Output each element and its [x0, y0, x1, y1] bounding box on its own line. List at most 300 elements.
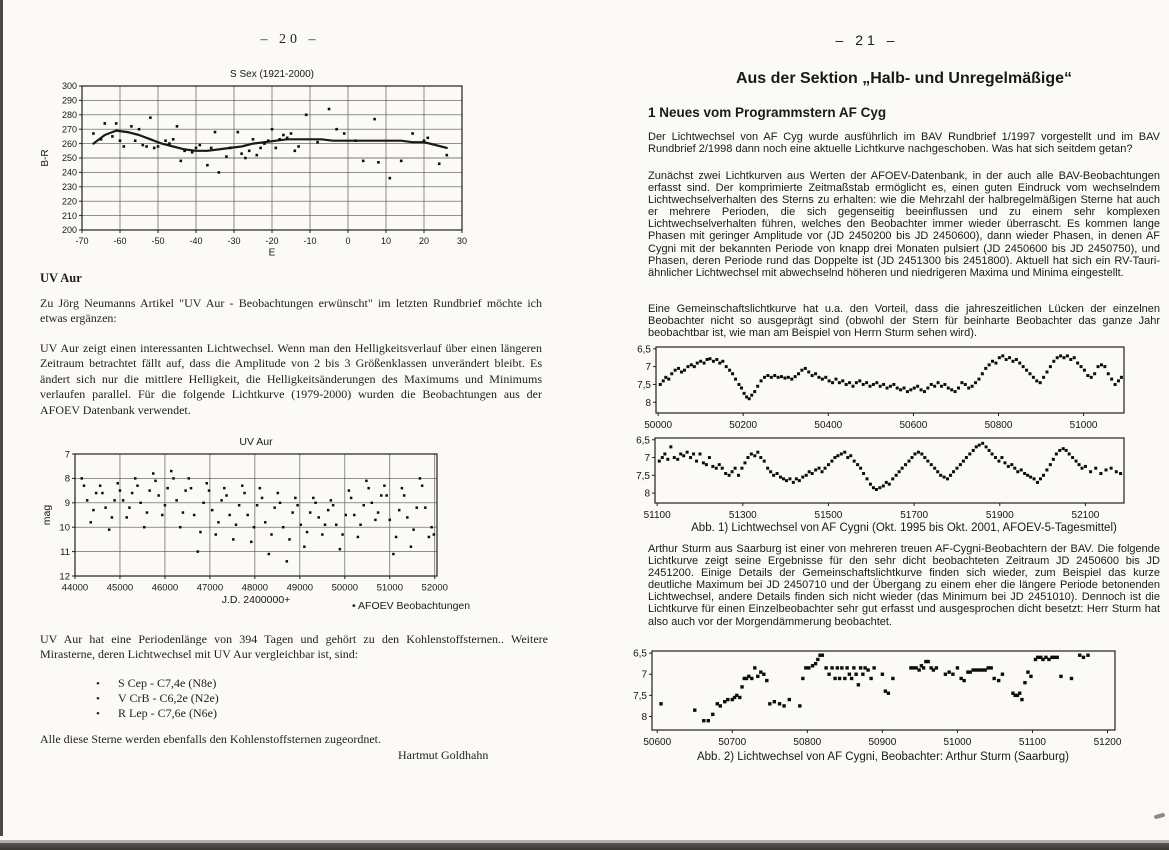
data-point: [798, 479, 801, 482]
x-tick-label: 50800: [984, 420, 1013, 431]
data-point: [947, 670, 950, 673]
y-tick-label: 280: [61, 109, 77, 120]
x-tick-label: 52000: [421, 582, 448, 594]
data-point: [848, 673, 851, 676]
data-point: [1078, 654, 1081, 657]
data-point: [916, 385, 919, 388]
data-point: [677, 367, 680, 370]
x-tick-label: 45000: [106, 582, 134, 594]
data-point: [753, 390, 756, 393]
data-point: [411, 132, 414, 135]
data-point: [430, 526, 433, 529]
data-point: [906, 390, 909, 393]
data-point: [316, 141, 319, 144]
data-point: [716, 702, 719, 705]
plot-frame: [656, 347, 1124, 413]
data-point: [977, 668, 980, 671]
data-point: [972, 449, 975, 452]
bullet-icon: •: [96, 678, 100, 690]
data-point: [840, 452, 843, 455]
list-item-label: S Cep - C7,4e (N8e): [118, 676, 217, 690]
data-point: [172, 477, 175, 480]
data-point: [824, 467, 827, 470]
plot-frame: [75, 454, 437, 576]
data-point: [1056, 656, 1059, 659]
x-tick-label: 30: [456, 236, 468, 246]
list-item: [96, 676, 396, 691]
data-point: [392, 553, 395, 556]
x-tick-label: 51100: [1018, 737, 1046, 748]
data-point: [377, 511, 380, 514]
data-point: [719, 704, 722, 707]
data-point: [882, 383, 885, 386]
data-point: [208, 489, 211, 492]
data-point: [926, 660, 929, 663]
data-point: [991, 360, 994, 363]
data-point: [416, 506, 419, 509]
data-point: [365, 480, 368, 483]
data-point: [1026, 474, 1029, 477]
data-point: [131, 492, 134, 495]
data-point: [855, 381, 858, 384]
data-point: [968, 670, 971, 673]
data-point: [843, 451, 846, 454]
scan-edge-left: [0, 0, 3, 836]
data-point: [933, 467, 936, 470]
data-point: [1039, 477, 1042, 480]
data-point: [294, 497, 297, 500]
x-tick-label: -70: [75, 236, 89, 246]
data-point: [270, 533, 273, 536]
y-tick-label: 7: [645, 362, 651, 374]
data-point: [371, 502, 374, 505]
data-point: [735, 694, 738, 697]
data-point: [228, 514, 231, 517]
data-point: [1053, 656, 1056, 659]
data-point: [268, 553, 271, 556]
data-point: [1000, 456, 1003, 459]
data-point: [884, 689, 887, 692]
data-point: [932, 668, 935, 671]
data-point: [939, 474, 942, 477]
data-point: [419, 477, 422, 480]
data-point: [383, 484, 386, 487]
data-point: [176, 125, 179, 128]
data-point: [889, 385, 892, 388]
data-point: [907, 460, 910, 463]
data-point: [872, 383, 875, 386]
data-point: [940, 385, 943, 388]
data-point: [986, 666, 989, 669]
data-point: [909, 388, 912, 391]
data-point: [148, 489, 151, 492]
data-point: [838, 381, 841, 384]
data-point: [659, 702, 662, 705]
data-point: [250, 541, 253, 544]
data-point: [321, 533, 324, 536]
data-point: [715, 467, 718, 470]
data-point: [271, 128, 274, 131]
data-point: [373, 118, 376, 121]
data-point: [1089, 470, 1092, 473]
data-point: [692, 452, 695, 455]
data-point: [745, 395, 748, 398]
data-point: [330, 499, 333, 502]
data-point: [788, 477, 791, 480]
data-point: [1110, 467, 1113, 470]
data-point: [756, 451, 759, 454]
data-point: [944, 673, 947, 676]
data-point: [858, 379, 861, 382]
data-point: [279, 502, 282, 505]
data-point: [833, 677, 836, 680]
x-tick-label: 51100: [643, 510, 671, 521]
data-point: [981, 372, 984, 375]
data-point: [794, 375, 797, 378]
data-point: [827, 463, 830, 466]
data-point: [869, 677, 872, 680]
data-point: [760, 379, 763, 382]
data-point: [1063, 356, 1066, 359]
x-tick-label: 50700: [718, 737, 747, 748]
y-tick-label: 200: [61, 225, 77, 236]
data-point: [1094, 467, 1097, 470]
data-point: [1062, 447, 1065, 450]
data-point: [256, 504, 258, 507]
x-axis-label: J.D. 2400000+: [221, 593, 291, 606]
data-point: [166, 487, 169, 490]
chart-s-sex: [38, 60, 472, 262]
data-point: [184, 489, 187, 492]
data-point: [1022, 365, 1025, 368]
x-tick-label: 49000: [286, 582, 314, 594]
star-list: [96, 676, 396, 721]
data-point: [930, 463, 933, 466]
data-point: [136, 484, 139, 487]
y-tick-label: 8: [641, 711, 647, 723]
data-point: [845, 383, 848, 386]
x-axis-label: E: [268, 247, 276, 259]
x-tick-label: -30: [227, 236, 241, 246]
data-point: [831, 381, 834, 384]
data-point: [374, 519, 377, 522]
data-point: [119, 139, 122, 142]
data-point: [790, 378, 793, 381]
chart-title: UV Aur: [239, 436, 273, 448]
section-heading-uv-aur: UV Aur: [40, 271, 82, 285]
data-point: [119, 489, 122, 492]
data-point: [975, 445, 978, 448]
list-item: [96, 691, 396, 706]
section-title: Aus der Sektion „Halb- und Unregelmäßige“: [735, 70, 1073, 87]
data-point: [959, 463, 962, 466]
data-point: [801, 677, 804, 680]
chart-af-cyg-2: [630, 430, 1165, 520]
data-point: [1003, 461, 1006, 464]
data-point: [1036, 656, 1039, 659]
data-point: [693, 365, 696, 368]
data-point: [834, 378, 837, 381]
data-point: [886, 387, 889, 390]
data-point: [294, 150, 297, 153]
data-point: [943, 383, 946, 386]
data-point: [869, 385, 872, 388]
data-point: [875, 381, 878, 384]
data-point: [851, 385, 854, 388]
data-point: [726, 698, 729, 701]
data-point: [709, 357, 712, 360]
data-point: [785, 479, 788, 482]
data-point: [433, 533, 436, 536]
data-point: [134, 477, 137, 480]
data-point: [1058, 449, 1061, 452]
data-point: [1086, 374, 1089, 377]
y-tick-label: 290: [61, 95, 77, 106]
data-point: [1082, 656, 1085, 659]
data-point: [154, 480, 157, 483]
data-point: [1044, 656, 1047, 659]
y-tick-label: 11: [60, 546, 70, 558]
data-point: [997, 460, 1000, 463]
data-point: [968, 452, 971, 455]
data-point: [696, 362, 699, 365]
data-point: [690, 363, 693, 366]
y-tick-label: 7,5: [636, 470, 650, 482]
data-point: [403, 494, 406, 497]
data-point: [259, 487, 262, 490]
chart-uv-aur: [40, 428, 472, 616]
data-point: [901, 467, 904, 470]
data-point: [807, 666, 810, 669]
data-point: [759, 456, 762, 459]
data-point: [689, 456, 692, 459]
data-point: [669, 445, 672, 448]
y-tick-label: 230: [61, 181, 77, 192]
data-point: [711, 465, 714, 468]
data-point: [180, 160, 183, 163]
data-point: [698, 452, 701, 455]
plot-frame: [655, 438, 1124, 503]
data-point: [724, 472, 727, 475]
data-point: [783, 377, 786, 380]
data-point: [1013, 467, 1016, 470]
data-point: [142, 144, 145, 147]
data-point: [728, 369, 731, 372]
data-point: [115, 122, 118, 125]
data-point: [805, 474, 808, 477]
data-point: [738, 696, 741, 699]
data-point: [164, 504, 167, 507]
data-point: [1036, 481, 1039, 484]
paragraph-left-3: UV Aur hat eine Periodenlänge von 394 Tagen und gehört zu den Kohlenstoffsternen.. Weitere Mirasterne, deren Lichtwechsel mit UV Aur vergleichbar ist, sind:: [40, 632, 548, 662]
data-point: [1103, 365, 1106, 368]
data-point: [926, 387, 929, 390]
data-point: [891, 477, 894, 480]
data-point: [956, 666, 959, 669]
data-point: [157, 145, 160, 148]
data-point: [981, 442, 984, 445]
data-point: [1059, 354, 1062, 357]
data-point: [291, 511, 294, 514]
data-point: [1035, 379, 1038, 382]
data-point: [896, 387, 899, 390]
data-point: [164, 139, 167, 142]
data-point: [324, 524, 327, 527]
data-point: [673, 456, 676, 459]
data-point: [947, 387, 950, 390]
data-point: [275, 147, 278, 150]
data-point: [248, 150, 251, 153]
data-point: [220, 499, 223, 502]
data-point: [862, 472, 865, 475]
data-point: [297, 145, 300, 148]
data-point: [670, 372, 673, 375]
paragraph-left-2: UV Aur zeigt einen interessanten Lichtwechsel. Wenn man den Helligkeitsverlauf über einen längeren Zeitraum betrachtet fällt auf, dass die Amplitude von 2 bis 3 Größenklassen unverändert bleibt. Es ändert sich nur die mittlere Helligkeit, die Helligkeitsänderungen des Maximums und Minimums verlaufen parallel. Für die folgende Lichtkurve (1979-2000) wurden die Beobachtungen aus der AFOEV Datenbank verwendet.: [40, 341, 542, 417]
data-point: [971, 668, 974, 671]
data-point: [923, 456, 926, 459]
data-point: [952, 470, 955, 473]
x-tick-label: 51500: [814, 510, 843, 521]
data-point: [353, 514, 356, 517]
data-point: [206, 164, 209, 167]
data-point: [278, 138, 281, 141]
data-point: [763, 460, 766, 463]
data-point: [335, 524, 338, 527]
data-point: [777, 376, 780, 379]
list-item-label: V CrB - C6,2e (N2e): [118, 691, 219, 705]
data-point: [1028, 372, 1031, 375]
data-point: [299, 524, 302, 527]
data-point: [959, 677, 962, 680]
data-point: [1100, 363, 1103, 366]
data-point: [914, 666, 917, 669]
data-point: [241, 484, 244, 487]
data-point: [296, 504, 299, 507]
data-point: [130, 125, 133, 128]
data-point: [937, 381, 940, 384]
data-point: [846, 456, 849, 459]
data-point: [1041, 658, 1044, 661]
data-point: [960, 381, 963, 384]
data-point: [661, 456, 664, 459]
chart-title: S Sex (1921-2000): [230, 69, 314, 80]
data-point: [782, 477, 785, 480]
data-point: [882, 484, 885, 487]
data-point: [1001, 354, 1004, 357]
data-point: [658, 460, 661, 463]
data-point: [438, 162, 441, 165]
data-point: [252, 138, 255, 141]
data-point: [756, 385, 759, 388]
data-point: [193, 514, 196, 517]
data-point: [904, 463, 907, 466]
data-point: [395, 536, 398, 539]
data-point: [362, 160, 365, 163]
data-point: [731, 372, 734, 375]
data-point: [317, 516, 320, 519]
data-point: [830, 460, 833, 463]
data-point: [359, 524, 362, 527]
data-point: [753, 454, 756, 457]
y-axis-label: mag: [41, 504, 53, 526]
data-point: [1065, 449, 1068, 452]
data-point: [259, 147, 262, 150]
data-point: [128, 506, 131, 509]
data-point: [878, 486, 881, 489]
data-point: [423, 139, 426, 142]
data-point: [768, 702, 771, 705]
y-tick-label: 7: [641, 669, 647, 681]
data-point: [210, 147, 213, 150]
data-point: [913, 452, 916, 455]
data-point: [795, 477, 798, 480]
data-point: [1007, 465, 1010, 468]
data-point: [863, 666, 866, 669]
data-point: [943, 476, 946, 479]
data-point: [256, 154, 259, 157]
y-tick-label: 220: [61, 196, 77, 207]
data-point: [740, 685, 743, 688]
data-point: [750, 677, 753, 680]
data-point: [1042, 474, 1045, 477]
data-point: [1056, 356, 1059, 359]
data-point: [772, 474, 775, 477]
x-tick-label: 50200: [729, 420, 758, 431]
data-point: [821, 378, 824, 381]
data-point: [1052, 360, 1055, 363]
data-point: [1080, 365, 1083, 368]
data-point: [1059, 675, 1062, 678]
data-point: [804, 367, 807, 370]
data-point: [1083, 369, 1086, 372]
data-point: [1015, 358, 1018, 361]
data-point: [1011, 360, 1014, 363]
x-tick-label: 51700: [900, 510, 929, 521]
data-point: [1069, 358, 1072, 361]
data-point: [962, 679, 965, 682]
data-point: [1099, 472, 1102, 475]
data-point: [707, 719, 710, 722]
data-point: [113, 499, 116, 502]
data-point: [848, 381, 851, 384]
data-point: [264, 521, 267, 524]
data-point: [712, 360, 715, 363]
data-point: [238, 504, 241, 507]
y-tick-label: 7,5: [633, 690, 647, 702]
data-point: [225, 494, 228, 497]
data-point: [680, 370, 683, 373]
data-point: [686, 451, 689, 454]
data-point: [957, 387, 960, 390]
x-tick-label: 44000: [61, 582, 89, 594]
data-point: [104, 506, 107, 509]
y-tick-label: 210: [61, 210, 77, 221]
data-point: [718, 362, 721, 365]
data-point: [747, 675, 750, 678]
data-point: [273, 506, 276, 509]
data-point: [769, 470, 772, 473]
data-point: [1039, 381, 1042, 384]
data-point: [188, 477, 191, 480]
data-point: [888, 483, 891, 486]
data-point: [1018, 362, 1021, 365]
data-point: [843, 677, 846, 680]
data-point: [852, 666, 855, 669]
data-point: [773, 374, 776, 377]
paragraph-right-4: Arthur Sturm aus Saarburg ist einer von mehreren treuen AF-Cygni-Beobachtern der BAV. Die folgende Lichtkurve zeigt seine Ergebnisse für den sehr dicht beobachteten Zeitraum JD 2450600 bis JD 2451200. Einige Details der Gemeinschaftslichtkurve finden sich wieder, zum Beispiel das kurze deutliche Maximum bei JD 2450710 und der Übergang zu einem eher die längere Periode betonenden Lichtwechsel, andere Details finden sich nicht wieder (das Minimum bei JD 2451010). Dennoch ist die Lichtkurve für einen Einzelbeobachter sehr gut erfasst und ausgesprochen dicht besetzt: Herr Sturm hat also auch vor der Morgendämmerung beobachtet.: [648, 543, 1160, 628]
data-point: [798, 704, 801, 707]
data-point: [903, 387, 906, 390]
